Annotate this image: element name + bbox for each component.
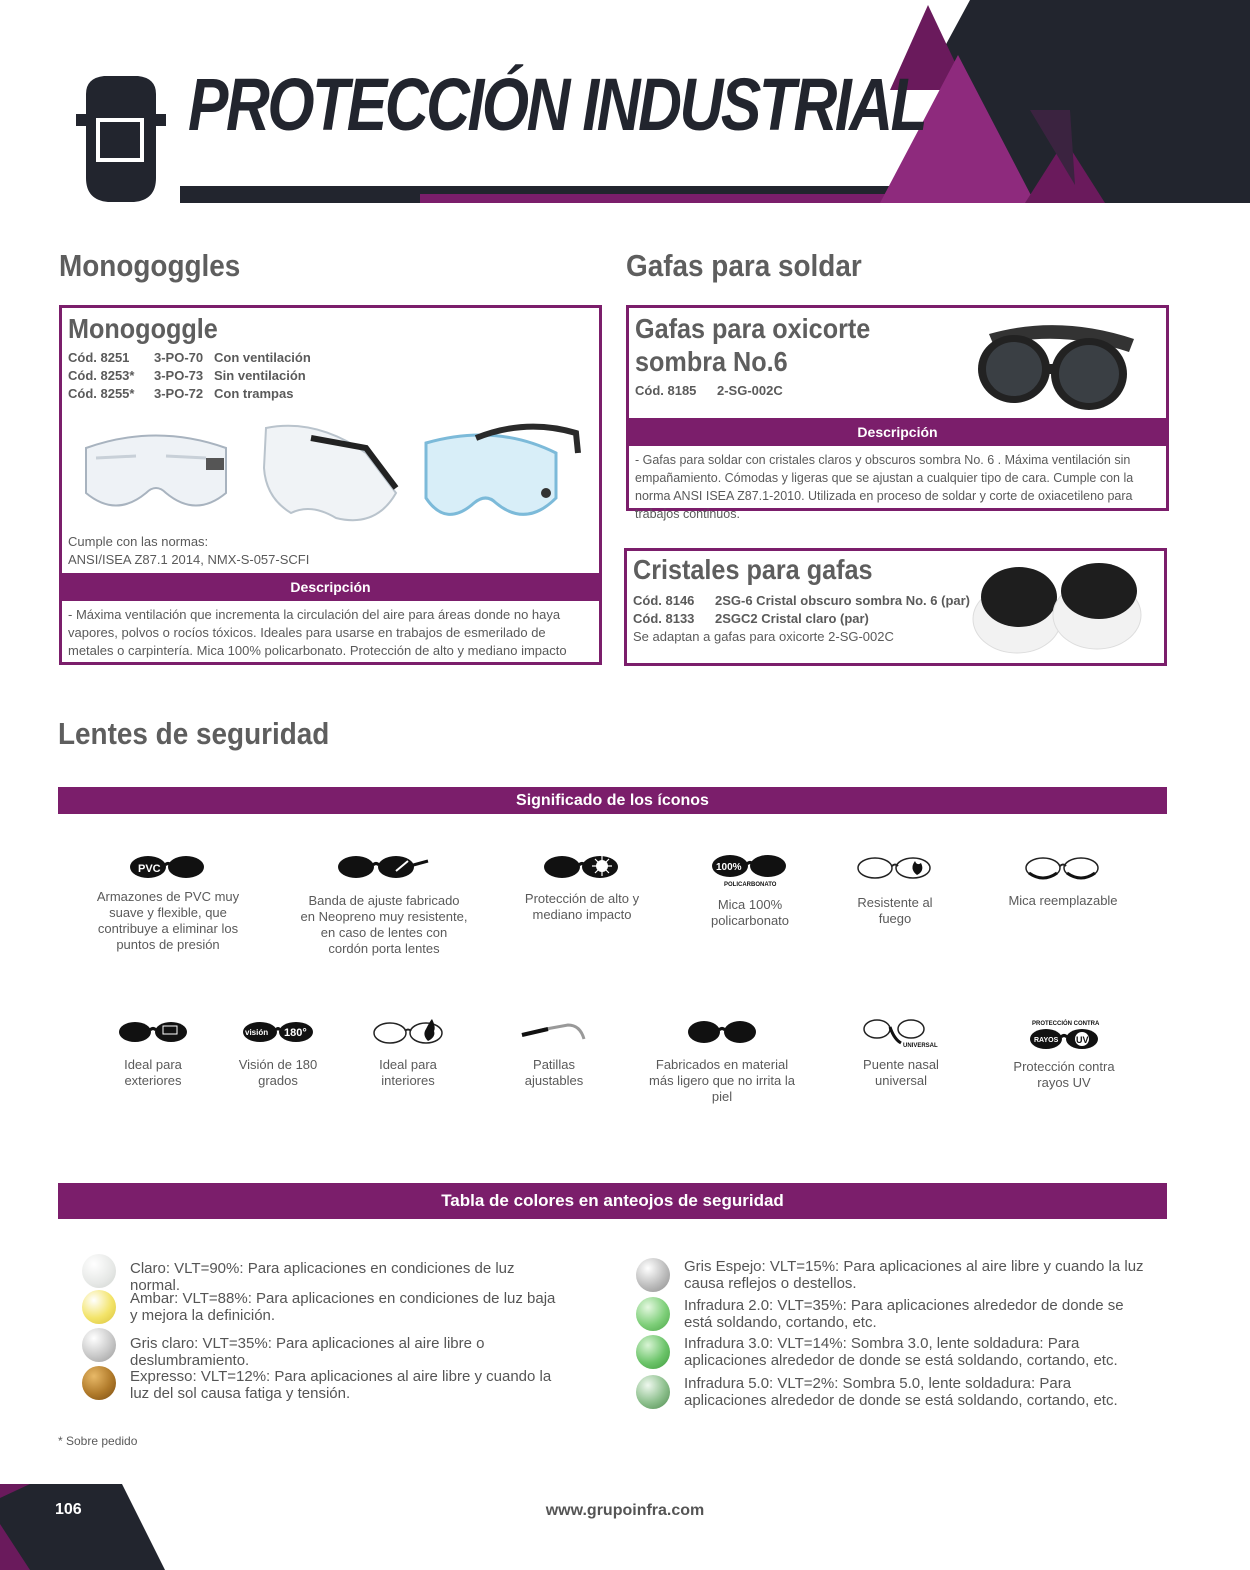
icon-item-pvc xyxy=(82,853,254,953)
color-row-gris-espejo xyxy=(636,1258,1156,1292)
monogoggle-description-header: Descripción xyxy=(62,573,599,601)
lens-discs-image xyxy=(967,561,1147,656)
ambar-swatch xyxy=(82,1290,116,1324)
neoprene-band-icon xyxy=(336,853,432,885)
impact-icon xyxy=(542,853,622,883)
icon-text-impact: Protección de alto y mediano impacto xyxy=(524,891,640,922)
gafas-ref: 2-SG-002C xyxy=(717,383,783,398)
cristal-code-8133: Cód. 8133 xyxy=(633,611,695,626)
expresso-swatch xyxy=(82,1366,116,1400)
monogoggle-title: Monogoggle xyxy=(68,313,218,344)
goggle-closed-image xyxy=(264,426,396,520)
icon-text-temple: Patillas ajustables xyxy=(524,1057,584,1088)
infradura-3-swatch xyxy=(636,1335,670,1369)
gafas-title-line1: Gafas para oxicorte xyxy=(635,313,871,344)
claro-swatch xyxy=(82,1254,116,1288)
gafas-title-line2: sombra No.6 xyxy=(635,346,788,377)
icon-item-nose xyxy=(850,1017,952,1089)
icon-text-light: Fabricados en material más ligero que no irrita la piel xyxy=(649,1057,795,1104)
page-title: PROTECCIÓN INDUSTRIAL xyxy=(188,63,926,146)
cristales-card xyxy=(624,548,1167,666)
footer-url[interactable]: www.grupoinfra.com xyxy=(545,1502,705,1519)
icons-meaning-header: Significado de los íconos xyxy=(58,787,1167,814)
replaceable-lens-icon xyxy=(1023,853,1103,885)
universal-label: UNIVERSAL xyxy=(903,1043,938,1049)
uv-label: UV xyxy=(1076,1035,1089,1045)
uv-icon xyxy=(1024,1017,1104,1051)
ref-8253: 3-PO-73 xyxy=(154,368,204,383)
code-8255: Cód. 8255* xyxy=(68,386,135,401)
gafas-section-title: Gafas para soldar xyxy=(626,248,862,283)
universal-nose-icon xyxy=(861,1017,941,1049)
footnote: * Sobre pedido xyxy=(58,1434,138,1448)
color-row-infradura-5 xyxy=(636,1375,1156,1409)
indoor-icon xyxy=(372,1017,444,1049)
icon-item-impact xyxy=(512,853,652,923)
monogoggle-card xyxy=(59,305,602,665)
icon-item-replaceable xyxy=(1002,853,1124,909)
icon-text-replaceable: Mica reemplazable xyxy=(1008,893,1118,908)
icon-text-polycarbonate: Mica 100% policarbonato xyxy=(710,897,790,928)
cristal-code-8146: Cód. 8146 xyxy=(633,593,695,608)
gris-claro-text: Gris claro: VLT=35%: Para aplicaciones al aire libre o deslumbramiento. xyxy=(130,1335,485,1369)
desc-8253: Sin ventilación xyxy=(214,368,306,383)
icon-item-vision xyxy=(228,1017,328,1089)
ambar-text: Ambar: VLT=88%: Para aplicaciones en condiciones de luz baja y mejora la definición. xyxy=(130,1290,556,1324)
gafas-description-header: Descripción xyxy=(629,418,1166,446)
infradura-2-text: Infradura 2.0: VLT=35%: Para aplicaciones alrededor de donde se está soldando, cortando, etc. xyxy=(684,1297,1124,1331)
icon-item-indoor xyxy=(358,1017,458,1089)
cristales-title: Cristales para gafas xyxy=(633,554,873,585)
desc-8255: Con trampas xyxy=(214,386,294,401)
pct-label: 100% xyxy=(716,862,742,873)
norms-label: Cumple con las normas: xyxy=(68,534,209,549)
color-row-ambar xyxy=(82,1290,562,1324)
gris-espejo-text: Gris Espejo: VLT=15%: Para aplicaciones al aire libre y cuando la luz causa reflejos o destellos. xyxy=(684,1258,1144,1292)
code-8253: Cód. 8253* xyxy=(68,368,135,383)
infradura-2-swatch xyxy=(636,1297,670,1331)
monogoggles-section-title: Monogoggles xyxy=(59,248,241,283)
icon-item-fire xyxy=(844,853,946,927)
icon-text-indoor: Ideal para interiores xyxy=(379,1057,437,1088)
code-8251: Cód. 8251 xyxy=(68,350,130,365)
cristal-desc-8133: 2SGC2 Cristal claro (par) xyxy=(715,611,869,626)
color-row-infradura-2 xyxy=(636,1297,1156,1331)
goggle-ventilated-image xyxy=(86,436,226,506)
icon-item-uv xyxy=(1008,1017,1120,1091)
color-row-gris-claro xyxy=(82,1328,562,1369)
poly-label: POLICARBONATO xyxy=(724,882,777,888)
infradura-3-text: Infradura 3.0: VLT=14%: Sombra 3.0, lente soldadura: Para aplicaciones alrededor de donde se está soldando, cortando, etc. xyxy=(684,1335,1118,1369)
icon-text-fire: Resistente al fuego xyxy=(857,895,933,926)
infradura-5-text: Infradura 5.0: VLT=2%: Sombra 5.0, lente soldadura: Para aplicaciones alrededor de donde se está soldando, cortando, etc. xyxy=(684,1375,1118,1409)
welding-helmet-icon xyxy=(74,74,168,204)
vision-180-icon xyxy=(242,1017,314,1049)
icon-text-pvc: Armazones de PVC muy suave y flexible, que contribuye a eliminar los puntos de presión xyxy=(96,889,240,952)
vision-label: visión xyxy=(245,1028,269,1037)
color-row-claro xyxy=(82,1254,562,1294)
monogoggle-description: - Máxima ventilación que incrementa la circulación del aire para áreas donde no haya vapores, polvos o rocíos tóxicos. Ideales para usarse en trabajos de esmerilado de metales o carpintería. Mica 100% policarbonato. Protección de alto y mediano impacto xyxy=(68,607,567,658)
page-number: 106 xyxy=(55,1501,82,1518)
adjustable-temple-icon xyxy=(518,1017,590,1049)
icon-text-nose: Puente nasal universal xyxy=(863,1057,939,1088)
gafas-oxicorte-card xyxy=(626,305,1169,521)
expresso-text: Expresso: VLT=12%: Para aplicaciones al aire libre y cuando la luz del sol causa fatiga y tensión. xyxy=(130,1368,552,1402)
goggle-trapped-image xyxy=(426,427,578,515)
color-row-infradura-3 xyxy=(636,1335,1156,1369)
polycarbonate-icon xyxy=(710,853,790,889)
ref-8255: 3-PO-72 xyxy=(154,386,204,401)
outdoor-icon xyxy=(117,1017,189,1049)
norms-text: ANSI/ISEA Z87.1 2014, NMX-S-057-SCFI xyxy=(68,552,310,567)
ref-8251: 3-PO-70 xyxy=(154,350,204,365)
gafas-description: - Gafas para soldar con cristales claros y obscuros sombra No. 6 . Máxima ventilación sin empañamiento. Cómodas y ligeras que se ajustan a cualquier tipo de cara. Cumple con la norma ANSI ISEA Z87.1-2010. Utilizada en proceso de soldar y corte de oxiacetileno para trabajos continuos. xyxy=(635,453,1134,521)
gafas-code: Cód. 8185 xyxy=(635,383,697,398)
monogoggle-product-images xyxy=(76,408,586,538)
cristales-note: Se adaptan a gafas para oxicorte 2-SG-002C xyxy=(633,629,894,644)
infradura-5-swatch xyxy=(636,1375,670,1409)
page-header xyxy=(0,0,1250,210)
welding-goggles-image xyxy=(969,314,1149,414)
fire-icon xyxy=(855,853,935,887)
icon-text-vision: Visión de 180 grados xyxy=(238,1057,318,1088)
uv-top-label: PROTECCIÓN CONTRA xyxy=(1032,1021,1100,1027)
pvc-glasses-icon xyxy=(128,853,208,881)
gris-claro-swatch xyxy=(82,1328,116,1362)
gris-espejo-swatch xyxy=(636,1258,670,1292)
icon-item-outdoor xyxy=(103,1017,203,1089)
icon-text-uv: Protección contra rayos UV xyxy=(1013,1059,1115,1090)
light-material-icon xyxy=(686,1017,758,1049)
footer-decoration xyxy=(0,1484,170,1570)
deg-label: 180° xyxy=(284,1027,307,1039)
lentes-section-title: Lentes de seguridad xyxy=(58,716,330,751)
pvc-label: PVC xyxy=(138,863,161,875)
icon-text-outdoor: Ideal para exteriores xyxy=(124,1057,182,1088)
cristal-desc-8146: 2SG-6 Cristal obscuro sombra No. 6 (par) xyxy=(715,593,971,608)
rayos-label: RAYOS xyxy=(1034,1037,1059,1044)
claro-text: Claro: VLT=90%: Para aplicaciones en condiciones de luz normal. xyxy=(130,1260,515,1294)
color-row-expresso xyxy=(82,1366,562,1402)
icon-item-temple xyxy=(504,1017,604,1089)
icon-item-neoprene xyxy=(300,853,468,957)
color-table-header: Tabla de colores en anteojos de seguridad xyxy=(58,1183,1167,1219)
desc-8251: Con ventilación xyxy=(214,350,311,365)
icon-item-polycarbonate xyxy=(694,853,806,929)
icon-item-light xyxy=(642,1017,802,1105)
icon-text-neoprene: Banda de ajuste fabricado en Neopreno muy resistente, en caso de lentes con cordón porta lentes xyxy=(300,893,468,956)
